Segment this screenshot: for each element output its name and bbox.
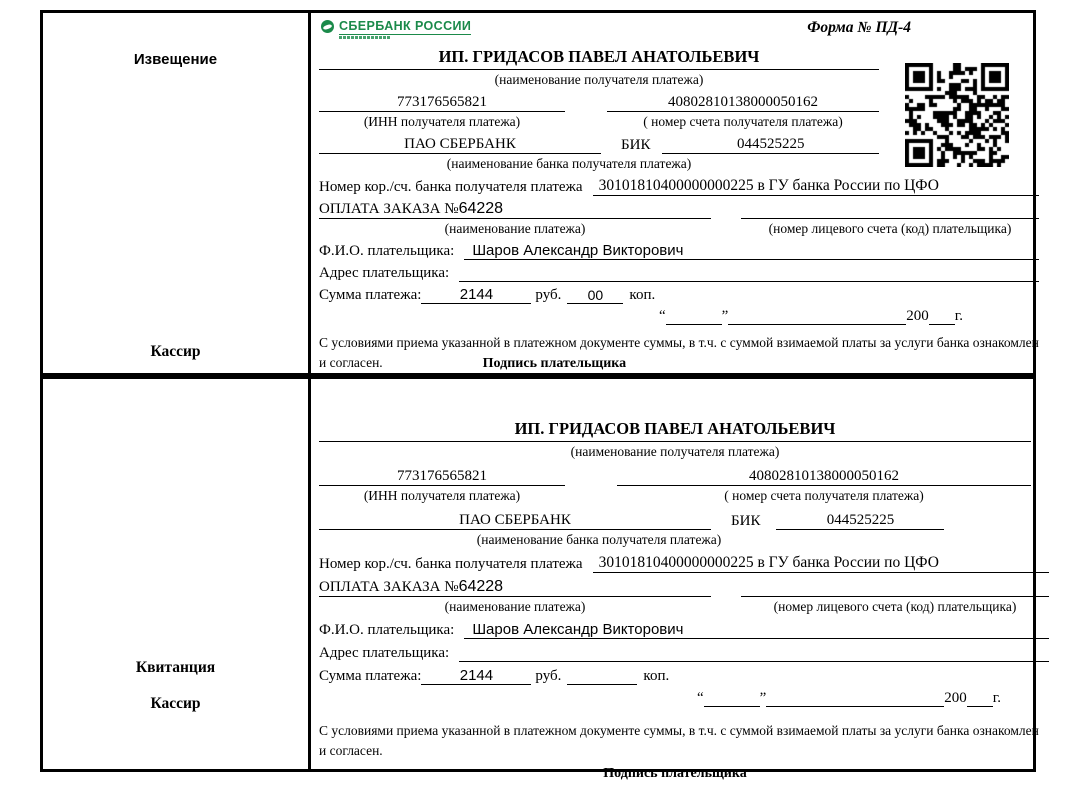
date-month-line	[766, 693, 944, 707]
recipient-account: 40802810138000050162	[617, 468, 1031, 486]
bank-row	[319, 136, 879, 154]
payment-name: ОПЛАТА ЗАКАЗА №64228	[319, 578, 711, 597]
account-caption: ( номер счета получателя платежа)	[643, 114, 843, 129]
rub-label: руб.	[535, 287, 562, 303]
corr-value: 30101810400000000225 в ГУ банка России по ЦФО	[593, 177, 1039, 196]
amount-row	[319, 667, 1049, 685]
date-month-line	[728, 311, 906, 325]
bank-row	[319, 512, 1031, 530]
personal-account-line	[741, 578, 1049, 597]
sberbank-logo-icon	[321, 20, 334, 33]
notice-content	[311, 13, 1045, 373]
agreement-text: С условиями приема указанной в платежном документе суммы, в т.ч. с суммой взимаемой платы за услуги банка ознакомлен и согласен.	[319, 723, 1039, 759]
inn-account-captions	[319, 488, 1031, 504]
account-caption: ( номер счета получателя платежа)	[724, 488, 924, 503]
payment-name-row	[319, 578, 1049, 597]
corr-account-row	[319, 554, 1049, 573]
payer-address-row	[319, 265, 1039, 282]
payment-captions-row	[319, 221, 1039, 237]
payment-name-row	[319, 200, 1039, 219]
payer-address-label: Адрес плательщика:	[319, 265, 450, 281]
payer-name-row	[319, 621, 1049, 639]
bank-caption: (наименование банка получателя платежа)	[476, 532, 722, 547]
order-number: 64228	[458, 200, 504, 217]
receipt-cashier-label: Кассир	[150, 695, 201, 712]
date-day-line	[704, 693, 760, 707]
date-year-line	[967, 693, 993, 707]
payer-name-value: Шаров Александр Викторович	[464, 242, 1039, 260]
recipient-inn: 773176565821	[319, 468, 565, 486]
year-suffix: г.	[992, 690, 1001, 706]
recipient-caption: (наименование получателя платежа)	[494, 72, 704, 87]
personal-account-line	[741, 200, 1039, 219]
receipt-stub-title: Квитанция	[135, 659, 216, 676]
payer-name-label: Ф.И.О. плательщика:	[319, 622, 455, 638]
personal-caption: (номер лицевого счета (код) плательщика)	[768, 221, 1012, 236]
rub-label: руб.	[535, 668, 562, 684]
payment-captions-row	[319, 599, 1049, 615]
form-number: Форма № ПД-4	[807, 19, 911, 36]
payer-name-value: Шаров Александр Викторович	[464, 621, 1049, 639]
bik-value: 044525225	[776, 512, 944, 530]
recipient-caption: (наименование получателя платежа)	[570, 444, 780, 459]
corr-value: 30101810400000000225 в ГУ банка России по ЦФО	[593, 554, 1049, 573]
sberbank-logo-text: СБЕРБАНК РОССИИ	[339, 19, 472, 33]
personal-caption: (номер лицевого счета (код) плательщика)	[773, 599, 1017, 614]
amount-kop-value	[567, 684, 637, 685]
corr-label: Номер кор./сч. банка получателя платежа	[319, 179, 583, 195]
bank-name: ПАО СБЕРБАНК	[319, 512, 711, 530]
payer-address-line	[459, 281, 1039, 282]
amount-label: Сумма платежа:	[319, 668, 422, 684]
notice-stub	[43, 13, 311, 373]
pd4-document	[40, 10, 1039, 781]
agreement-text: С условиями приема указанной в платежном документе суммы, в т.ч. с суммой взимаемой платы за услуги банка ознакомлен и согласен. Подпись плательщика	[319, 335, 1039, 372]
amount-row	[319, 286, 1039, 304]
kop-label: коп.	[643, 668, 670, 684]
quote-close: ”	[721, 308, 729, 324]
notice-cashier-label: Кассир	[150, 343, 201, 360]
qr-code-icon	[905, 63, 1009, 167]
payer-address-line	[459, 661, 1049, 662]
payer-name-row	[319, 242, 1039, 260]
payment-name: ОПЛАТА ЗАКАЗА №64228	[319, 200, 711, 219]
sberbank-logo	[321, 19, 471, 39]
date-year-line	[929, 311, 955, 325]
amount-rub-value: 2144	[421, 286, 531, 304]
receipt-stub	[43, 379, 311, 769]
bank-name: ПАО СБЕРБАНК	[319, 136, 601, 154]
bank-caption: (наименование банка получателя платежа)	[446, 156, 692, 171]
inn-account-captions	[319, 114, 879, 130]
notice-section	[40, 10, 1039, 376]
payment-caption: (наименование платежа)	[444, 221, 586, 236]
quote-close: ”	[759, 690, 767, 706]
date-row	[319, 690, 1049, 707]
amount-kop-value: 00	[567, 287, 623, 304]
receipt-section	[40, 376, 1039, 781]
corr-label: Номер кор./сч. банка получателя платежа	[319, 556, 583, 572]
recipient-account: 40802810138000050162	[607, 94, 879, 112]
inn-caption: (ИНН получателя платежа)	[363, 488, 521, 503]
amount-rub-value: 2144	[421, 667, 531, 685]
signature-label: Подпись плательщика	[603, 765, 747, 781]
bik-value: 044525225	[662, 136, 879, 154]
inn-account-row	[319, 468, 1031, 486]
receipt-content	[311, 379, 1055, 781]
notice-header-row	[319, 17, 1039, 47]
recipient-name: ИП. ГРИДАСОВ ПАВЕЛ АНАТОЛЬЕВИЧ	[319, 419, 1031, 442]
sberbank-logo-slogan	[339, 36, 391, 39]
payer-name-label: Ф.И.О. плательщика:	[319, 243, 455, 259]
bik-label: БИК	[621, 137, 651, 153]
amount-label: Сумма платежа:	[319, 287, 422, 303]
payer-address-row	[319, 645, 1049, 662]
bik-label: БИК	[731, 513, 761, 529]
recipient-inn: 773176565821	[319, 94, 565, 112]
year-suffix: г.	[954, 308, 963, 324]
quote-open: “	[658, 308, 666, 324]
date-day-line	[666, 311, 722, 325]
inn-caption: (ИНН получателя платежа)	[363, 114, 521, 129]
kop-label: коп.	[629, 287, 656, 303]
year-prefix: 200	[944, 690, 967, 706]
year-prefix: 200	[906, 308, 929, 324]
payment-caption: (наименование платежа)	[444, 599, 586, 614]
corr-account-row	[319, 177, 1039, 196]
order-number: 64228	[458, 578, 504, 595]
signature-label: Подпись плательщика	[482, 356, 627, 372]
quote-open: “	[696, 690, 704, 706]
payer-address-label: Адрес плательщика:	[319, 645, 450, 661]
date-row	[319, 308, 1039, 325]
notice-stub-title: Извещение	[133, 51, 218, 68]
recipient-name: ИП. ГРИДАСОВ ПАВЕЛ АНАТОЛЬЕВИЧ	[319, 47, 879, 70]
inn-account-row	[319, 94, 879, 112]
